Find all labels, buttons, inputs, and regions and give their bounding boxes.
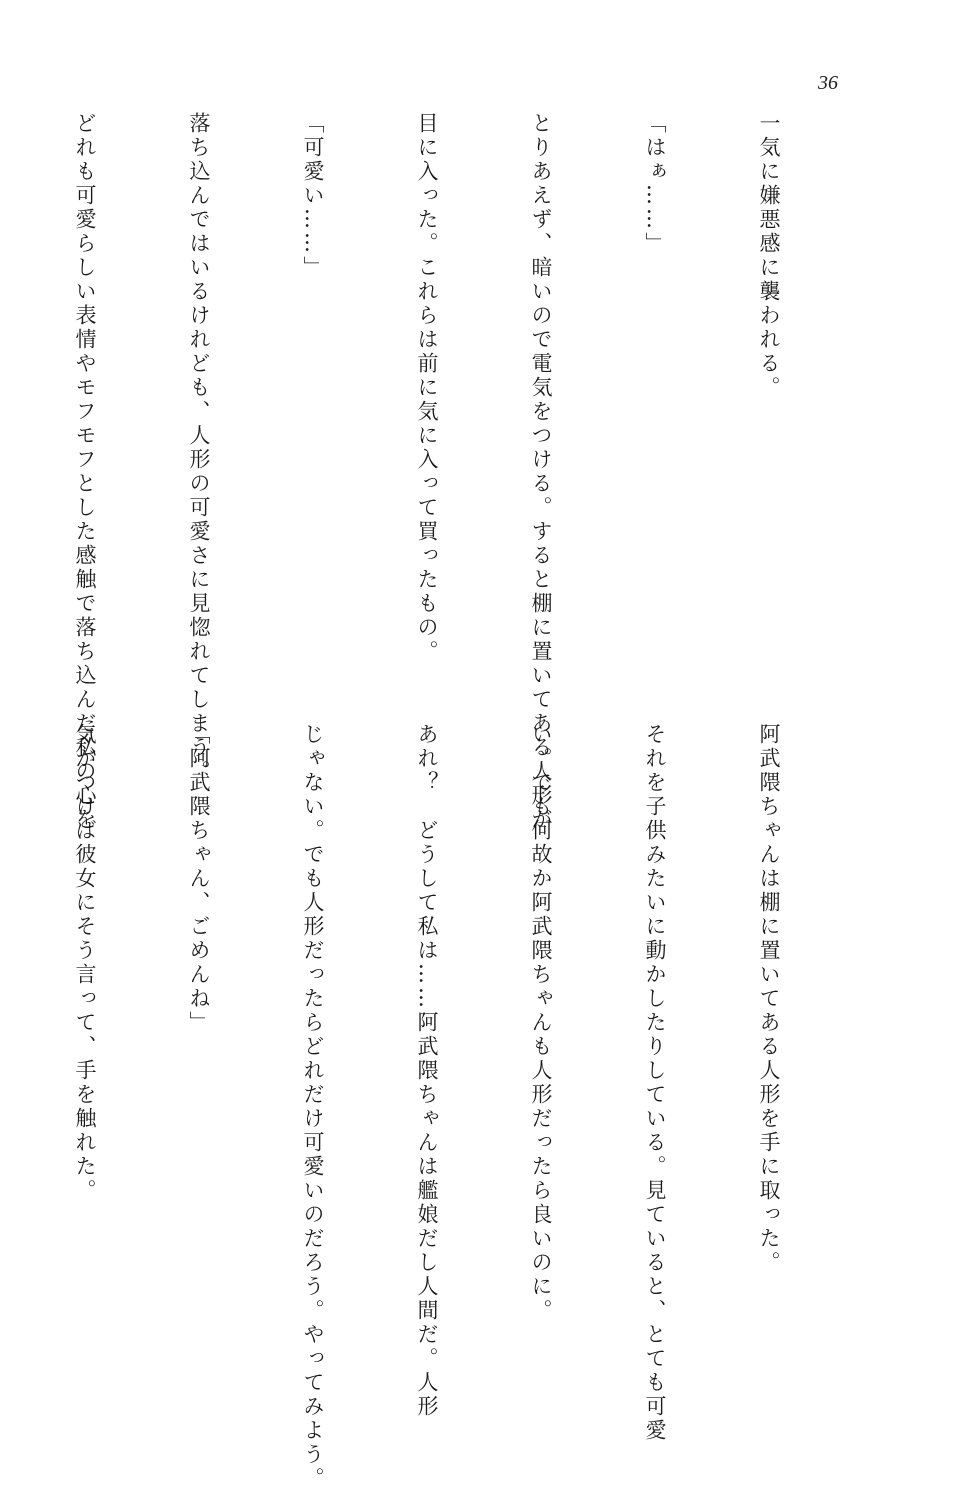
text-line: 落ち込んではいるけれども、人形の可愛さに見惚れてしまう。 xyxy=(187,112,211,784)
text-line: あれ？ どうして私は……阿武隈ちゃんは艦娘だし人間だ。人形 xyxy=(415,723,439,1419)
page-number: 36 xyxy=(818,72,838,94)
text-line: 阿武隈ちゃんは棚に置いてある人形を手に取った。 xyxy=(757,723,781,1275)
text-line: い。でも何故か阿武隈ちゃんも人形だったら良いのに。 xyxy=(529,723,553,1323)
text-line: 「阿武隈ちゃん、ごめんね」 xyxy=(187,723,211,1035)
text-line: とりあえず、暗いので電気をつける。すると棚に置いてある人形が xyxy=(529,112,553,832)
text-line: それを子供みたいに動かしたりしている。見ていると、とても可愛 xyxy=(643,723,667,1443)
text-line: 「はぁ……」 xyxy=(643,112,667,256)
text-block-bottom xyxy=(0,723,864,1491)
text-line: 目に入った。これらは前に気に入って買ったもの。 xyxy=(415,112,439,664)
text-line: 一気に嫌悪感に襲われる。 xyxy=(757,112,781,400)
text-line: 「可愛い……」 xyxy=(301,112,325,280)
text-line: 気がつけば彼女にそう言って、手を触れた。 xyxy=(73,723,97,1203)
text-line: どれも可愛らしい表情やモフモフとした感触で落ち込んだ私の心を xyxy=(73,112,97,832)
text-line: じゃない。でも人形だったらどれだけ可愛いのだろう。やってみよう。 xyxy=(301,723,325,1491)
text-block-top xyxy=(0,112,864,832)
